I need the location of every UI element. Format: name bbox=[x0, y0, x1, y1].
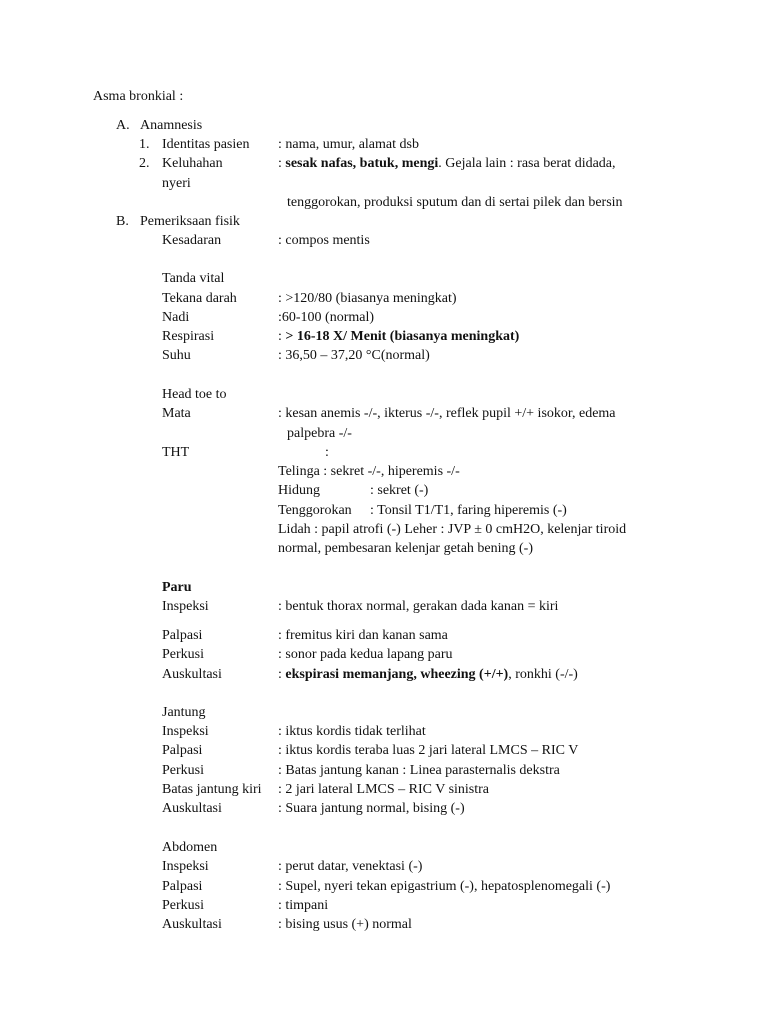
field-value: : perut datar, venektasi (-) bbox=[278, 859, 423, 874]
field-value: : compos mentis bbox=[278, 233, 370, 248]
field-label: Suhu bbox=[162, 348, 191, 363]
value-rest: . Gejala lain : rasa berat didada, bbox=[438, 156, 616, 171]
section-a-heading: Anamnesis bbox=[140, 118, 203, 133]
field-label: Nadi bbox=[162, 310, 190, 325]
field-value: :60-100 (normal) bbox=[278, 310, 375, 325]
field-label: Identitas pasien bbox=[162, 137, 250, 152]
field-value: : Supel, nyeri tekan epigastrium (-), hepatosplenomegali (-) bbox=[278, 879, 611, 894]
field-value: : nama, umur, alamat dsb bbox=[278, 137, 419, 152]
tht-hidung-value: : sekret (-) bbox=[370, 483, 429, 498]
field-value: : 36,50 – 37,20 °C(normal) bbox=[278, 348, 430, 363]
field-label: THT bbox=[162, 445, 190, 460]
subsection-heading: Head toe to bbox=[162, 387, 227, 402]
tht-tenggorokan-value: : Tonsil T1/T1, faring hiperemis (-) bbox=[370, 503, 567, 518]
field-label: Auskultasi bbox=[162, 917, 222, 932]
field-label: Mata bbox=[162, 406, 191, 421]
field-label: Palpasi bbox=[162, 879, 203, 894]
field-colon: : bbox=[325, 445, 329, 460]
tht-tenggorokan-label: Tenggorokan bbox=[278, 503, 352, 518]
subsection-heading: Jantung bbox=[162, 705, 206, 720]
tht-lidah-leher-continuation: normal, pembesaran kelenjar getah bening (-) bbox=[278, 541, 534, 556]
subsection-heading: Abdomen bbox=[162, 840, 218, 855]
field-value: : iktus kordis teraba luas 2 jari lateral LMCS – RIC V bbox=[278, 743, 579, 758]
tht-hidung-label: Hidung bbox=[278, 483, 320, 498]
item-number: 2. bbox=[139, 156, 150, 171]
bold-value: sesak nafas, batuk, mengi bbox=[285, 156, 439, 171]
subsection-heading: Tanda vital bbox=[162, 271, 225, 286]
section-b-heading: Pemeriksaan fisik bbox=[140, 214, 240, 229]
field-value: : sonor pada kedua lapang paru bbox=[278, 647, 453, 662]
field-value: : iktus kordis tidak terlihat bbox=[278, 724, 426, 739]
field-value-continuation: palpebra -/- bbox=[287, 426, 352, 441]
bold-value: > 16-18 X/ Menit (biasanya meningkat) bbox=[285, 329, 520, 344]
field-value: : 2 jari lateral LMCS – RIC V sinistra bbox=[278, 782, 490, 797]
field-label: Kesadaran bbox=[162, 233, 222, 248]
field-value: : >120/80 (biasanya meningkat) bbox=[278, 291, 457, 306]
field-value-continuation: tenggorokan, produksi sputum dan di sertai pilek dan bersin bbox=[287, 195, 623, 210]
field-label-continuation: nyeri bbox=[162, 176, 191, 191]
field-value: : bentuk thorax normal, gerakan dada kanan = kiri bbox=[278, 599, 559, 614]
field-label: Palpasi bbox=[162, 628, 203, 643]
field-label: Perkusi bbox=[162, 647, 204, 662]
tht-lidah-leher: Lidah : papil atrofi (-) Leher : JVP ± 0 cmH2O, kelenjar tiroid bbox=[278, 522, 627, 537]
complaint-value bbox=[278, 154, 616, 173]
subsection-heading: Paru bbox=[162, 580, 192, 595]
field-label: Inspeksi bbox=[162, 724, 209, 739]
field-value bbox=[278, 327, 519, 346]
tht-telinga: Telinga : sekret -/-, hiperemis -/- bbox=[278, 464, 460, 479]
field-value: : Suara jantung normal, bising (-) bbox=[278, 801, 465, 816]
value-prefix: : bbox=[278, 156, 286, 171]
section-b-marker: B. bbox=[116, 214, 129, 229]
value-prefix: : bbox=[278, 329, 286, 344]
field-value bbox=[278, 665, 578, 684]
field-value: : kesan anemis -/-, ikterus -/-, reflek pupil +/+ isokor, edema bbox=[278, 406, 616, 421]
field-label: Tekana darah bbox=[162, 291, 237, 306]
field-value: : timpani bbox=[278, 898, 329, 913]
section-a-marker: A. bbox=[116, 118, 130, 133]
field-label: Perkusi bbox=[162, 763, 204, 778]
field-value: : fremitus kiri dan kanan sama bbox=[278, 628, 448, 643]
value-rest: , ronkhi (-/-) bbox=[508, 667, 578, 682]
field-label: Inspeksi bbox=[162, 599, 209, 614]
field-label: Auskultasi bbox=[162, 801, 222, 816]
field-label: Inspeksi bbox=[162, 859, 209, 874]
item-number: 1. bbox=[139, 137, 150, 152]
field-label: Batas jantung kiri bbox=[162, 782, 262, 797]
field-label: Auskultasi bbox=[162, 667, 222, 682]
field-label: Perkusi bbox=[162, 898, 204, 913]
field-label: Palpasi bbox=[162, 743, 203, 758]
document-title: Asma bronkial : bbox=[93, 89, 184, 104]
value-prefix: : bbox=[278, 667, 286, 682]
field-value: : Batas jantung kanan : Linea parasternalis dekstra bbox=[278, 763, 560, 778]
field-value: : bising usus (+) normal bbox=[278, 917, 412, 932]
field-label: Keluhahan bbox=[162, 156, 223, 171]
field-label: Respirasi bbox=[162, 329, 215, 344]
bold-value: ekspirasi memanjang, wheezing (+/+) bbox=[285, 667, 509, 682]
